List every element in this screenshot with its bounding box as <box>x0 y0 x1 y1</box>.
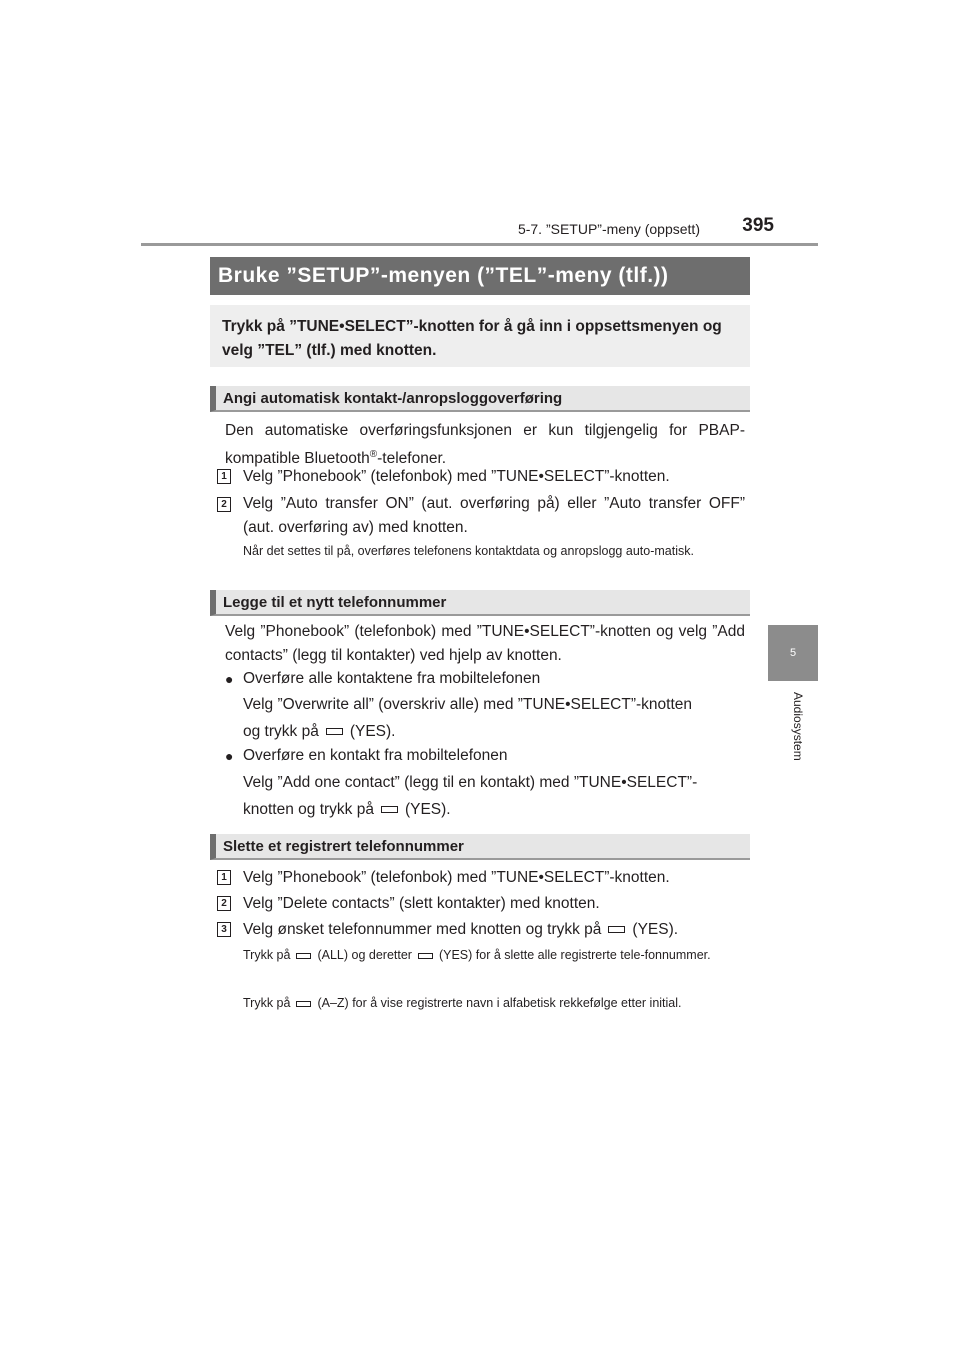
note-text: (ALL) og deretter <box>317 948 412 962</box>
note-text: Trykk på <box>243 996 291 1010</box>
section-heading-auto-transfer: Angi automatisk kontakt-/anropsloggoverføring <box>210 386 750 412</box>
step-number: 2 <box>217 497 231 512</box>
bullet-text: knotten og trykk på <box>243 801 374 818</box>
note-delete-all <box>243 947 745 964</box>
registered-mark: ® <box>369 449 378 460</box>
chapter-tab: 5 <box>768 625 818 681</box>
section-header: 5-7. ”SETUP”-meny (oppsett) <box>517 221 700 237</box>
bullet-body-line <box>243 798 745 822</box>
step-text: Velg ”Auto transfer ON” (aut. overføring på) eller ”Auto transfer OFF” (aut. overføring av) med knotten. <box>243 495 745 536</box>
step-number: 1 <box>217 469 231 484</box>
step-text: Velg ”Delete contacts” (slett kontakter) med knotten. <box>243 895 600 912</box>
button-icon <box>381 806 398 813</box>
note-text: (A–Z) for å vise registrerte navn i alfabetisk rekkefølge etter initial. <box>317 996 682 1010</box>
note-text: Trykk på <box>243 948 291 962</box>
step-text: Velg ”Phonebook” (telefonbok) med ”TUNE•SELECT”-knotten. <box>243 468 670 485</box>
step-text-part: Velg ønsket telefonnummer med knotten og trykk på <box>243 921 602 938</box>
bullet-icon: ● <box>225 748 234 764</box>
bullet-body-line: Velg ”Overwrite all” (overskriv alle) med ”TUNE•SELECT”-knotten <box>243 696 693 713</box>
button-icon <box>608 926 625 933</box>
bullet-text: (YES). <box>404 801 451 818</box>
note-auto-transfer: Når det settes til på, overføres telefonens kontaktdata og anropslogg auto-matisk. <box>243 544 694 558</box>
step-text-part: (YES). <box>632 921 679 938</box>
bullet-title: Overføre en kontakt fra mobiltelefonen <box>243 747 508 764</box>
button-icon <box>296 1001 311 1007</box>
section-heading-add-number: Legge til et nytt telefonnummer <box>210 590 750 616</box>
button-icon <box>418 953 433 959</box>
page-number: 395 <box>742 215 774 236</box>
note-alphabetical <box>243 995 745 1012</box>
paragraph-add-contacts: Velg ”Phonebook” (telefonbok) med ”TUNE•SELECT”-knotten og velg ”Add contacts” (legg til kontakter) ved hjelp av knotten. <box>225 623 745 664</box>
bullet-title: Overføre alle kontaktene fra mobiltelefonen <box>243 670 541 687</box>
bullet-text: (YES). <box>349 723 396 740</box>
chapter-label: Audiosystem <box>791 692 805 761</box>
step-number: 2 <box>217 896 231 911</box>
paragraph-auto-transfer <box>225 419 745 471</box>
note-text: (YES) for å slette alle registrerte tele-fonnummer. <box>438 948 711 962</box>
bullet-body-line <box>243 720 745 744</box>
page-title: Bruke ”SETUP”-menyen (”TEL”-meny (tlf.)) <box>210 257 750 295</box>
paragraph-text: Den automatiske overføringsfunksjonen er kun tilgjengelig for PBAP-kompatible Bluetooth <box>225 422 745 468</box>
button-icon <box>296 953 311 959</box>
intro-box: Trykk på ”TUNE•SELECT”-knotten for å gå inn i oppsettsmenyen og velg ”TEL” (tlf.) med knotten. <box>210 305 750 367</box>
header-rule <box>141 243 818 246</box>
bullet-text: og trykk på <box>243 723 319 740</box>
step-text <box>243 918 745 942</box>
section-heading-delete-number: Slette et registrert telefonnummer <box>210 834 750 860</box>
paragraph-text-end: -telefoner. <box>377 450 447 468</box>
bullet-icon: ● <box>225 671 234 687</box>
bullet-body-line: Velg ”Add one contact” (legg til en kontakt) med ”TUNE•SELECT”- <box>243 774 698 791</box>
step-text: Velg ”Phonebook” (telefonbok) med ”TUNE•SELECT”-knotten. <box>243 869 670 886</box>
step-number: 3 <box>217 922 231 937</box>
step-number: 1 <box>217 870 231 885</box>
button-icon <box>326 728 343 735</box>
